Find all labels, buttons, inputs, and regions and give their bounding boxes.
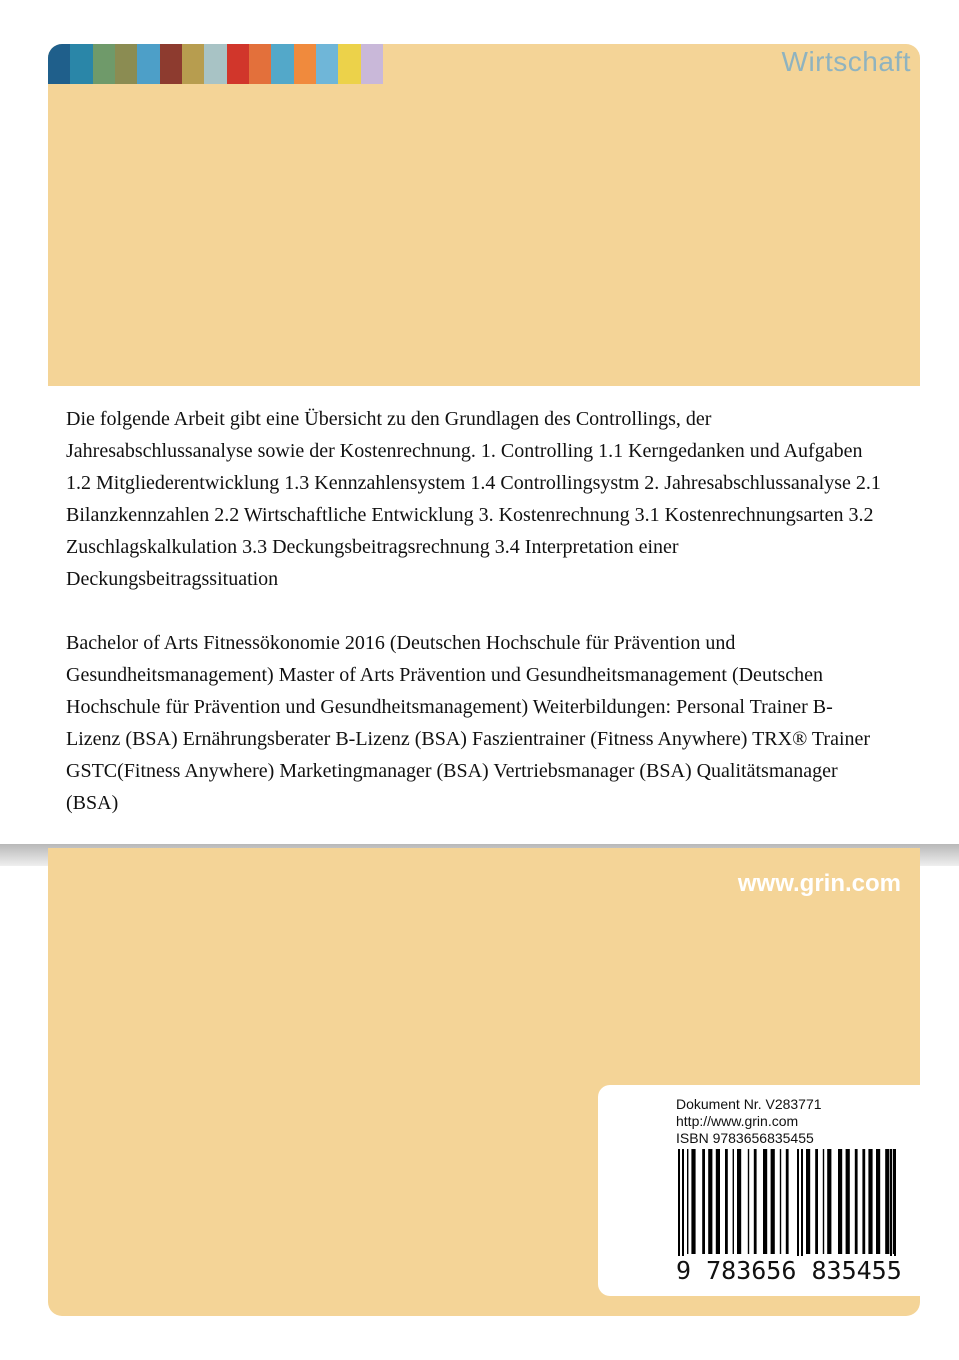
barcode-bar: [823, 1149, 824, 1254]
barcode-bar: [890, 1149, 892, 1267]
barcode-bar: [838, 1149, 842, 1254]
barcode-bar: [815, 1149, 818, 1254]
color-stripe: [249, 44, 271, 84]
barcode-bar: [894, 1149, 896, 1267]
isbn-label: ISBN 9783656835455: [676, 1130, 814, 1146]
color-stripe: [93, 44, 115, 84]
document-number: Dokument Nr. V283771: [676, 1096, 822, 1112]
barcode-bar: [702, 1149, 705, 1254]
color-stripe: [361, 44, 383, 84]
barcode-bar: [876, 1149, 880, 1254]
barcode-bar: [691, 1149, 695, 1254]
barcode-digits: 9 783656 835455: [676, 1256, 902, 1285]
color-stripe: [182, 44, 204, 84]
barcode-bar: [797, 1149, 799, 1267]
color-stripes: [48, 44, 383, 84]
barcode-bar: [748, 1149, 749, 1254]
author-bio: Bachelor of Arts Fitnessökonomie 2016 (Deutschen Hochschule für Prävention und Gesundheitsmanagement) Master of Arts Prävention und Gesundheitsmanagement (Deutschen Hochschule für Prävention und Gesundheitsmanagement) Weiterbildungen: Personal Trainer B-Lizenz (BSA) Ernährungsberater B-Lizenz (BSA) Faszientrainer (Fitness Anywhere) TRX® Trainer GSTC(Fitness Anywhere) Marketingmanager (BSA) Vertriebsmanager (BSA) Qualitätsmanager (BSA): [66, 632, 871, 814]
barcode-bar: [733, 1149, 734, 1254]
barcode-bar: [827, 1149, 831, 1254]
barcode-bar: [846, 1149, 850, 1254]
color-stripe: [271, 44, 293, 84]
barcode-bar: [786, 1149, 789, 1254]
color-stripe: [160, 44, 182, 84]
barcode-bar: [725, 1149, 728, 1254]
barcode-bar: [806, 1149, 810, 1254]
barcode-bar: [885, 1149, 889, 1254]
color-stripe: [70, 44, 92, 84]
color-stripe: [338, 44, 360, 84]
barcode-bar: [801, 1149, 803, 1267]
barcode-bar: [855, 1149, 858, 1254]
color-stripe: [48, 44, 70, 84]
color-stripe: [227, 44, 249, 84]
book-description: Die folgende Arbeit gibt eine Übersicht zu den Grundlagen des Controllings, der Jahresabschlussanalyse sowie der Kostenrechnung. 1. Controlling 1.1 Kerngedanken und Aufgaben 1.2 Mitgliederentwicklung 1.3 Kennzahlensystem 1.4 Controllingsystm 2. Jahresabschlussanalyse 2.1 Bilanzkennzahlen 2.2 Wirtschaftliche Entwicklung 3. Kostenrechnung 3.1 Kostenrechnungsarten 3.2 Zuschlagskalkulation 3.3 Deckungsbeitragsrechnung 3.4 Interpretation einer Deckungsbeitragssituation: [66, 408, 881, 590]
color-stripe: [316, 44, 338, 84]
barcode-bar: [771, 1149, 775, 1254]
color-stripe: [294, 44, 316, 84]
barcode-bar: [780, 1149, 781, 1254]
barcode-bar: [868, 1149, 872, 1254]
barcode-bar: [682, 1149, 684, 1267]
barcode-bar: [678, 1149, 680, 1267]
document-url: http://www.grin.com: [676, 1113, 799, 1129]
publisher-website: www.grin.com: [737, 870, 901, 897]
color-stripe: [204, 44, 226, 84]
barcode-bar: [763, 1149, 767, 1254]
category-label: Wirtschaft: [781, 46, 911, 77]
cover-top-panel: [48, 44, 920, 386]
color-stripe: [115, 44, 137, 84]
barcode-bar: [716, 1149, 720, 1254]
isbn-barcode: [676, 1149, 896, 1267]
color-stripe: [137, 44, 159, 84]
barcode-bar: [708, 1149, 712, 1254]
barcode-bar: [737, 1149, 741, 1254]
barcode-bar: [754, 1149, 757, 1254]
barcode-bar: [862, 1149, 865, 1254]
barcode-bar: [687, 1149, 688, 1254]
